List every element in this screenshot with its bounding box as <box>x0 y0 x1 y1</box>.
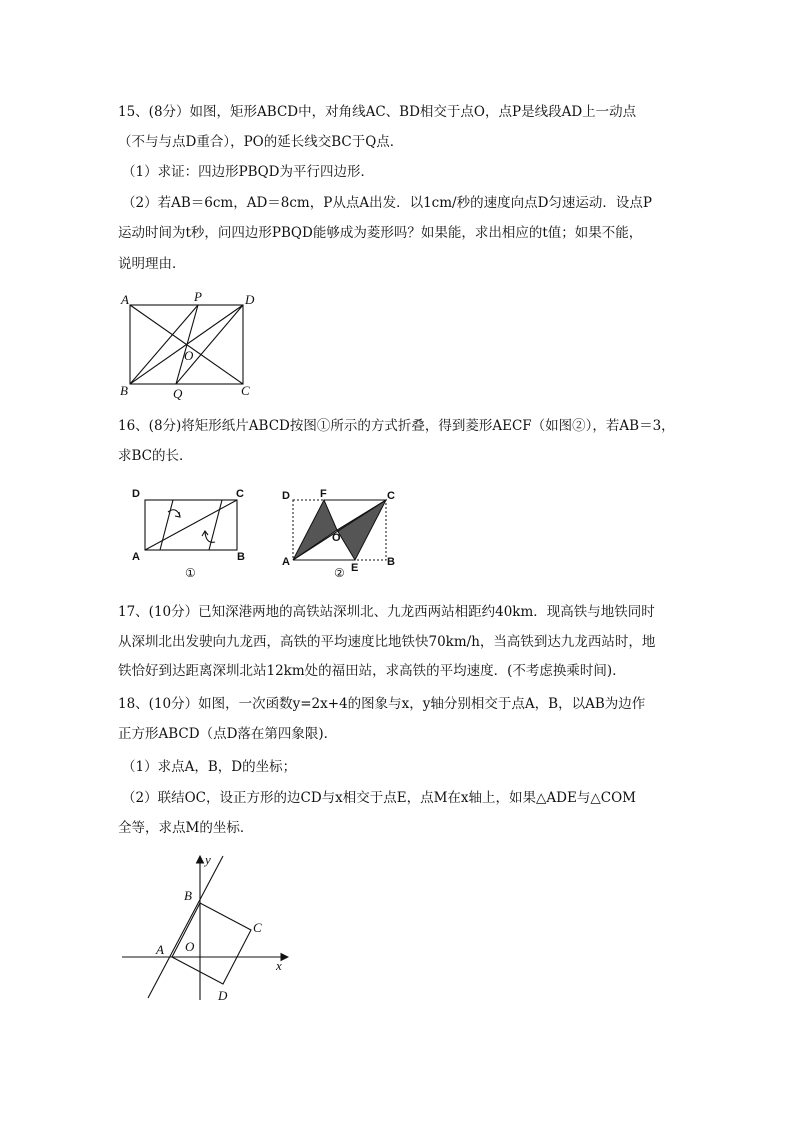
q18-line-4: （2）联结OC，设正方形的边CD与x相交于点E，点M在x轴上，如果△ADE与△COM <box>122 790 636 806</box>
q15-figure-rectangle <box>118 290 268 402</box>
label-c: C <box>253 920 262 935</box>
label-d: D <box>282 490 290 502</box>
label-a: A <box>132 551 140 563</box>
fold-line-left <box>160 500 173 550</box>
q17-line-3: 铁恰好到达距离深圳北站12km处的福田站，求高铁的平均速度．(不考虑换乘时间)． <box>118 663 626 679</box>
label-q: Q <box>173 386 183 401</box>
label-c: C <box>236 488 244 500</box>
diagonal-ac <box>293 500 386 560</box>
q15-line-6: 说明理由． <box>118 256 186 272</box>
q18-line-1: 18、(10分）如图，一次函数y=2x+4的图象与x，y轴分别相交于点A，B，以AB为边作 <box>118 696 646 712</box>
label-d: D <box>245 292 255 307</box>
line-y-2x-4 <box>148 856 223 998</box>
segment-bp <box>130 305 198 384</box>
label-a: A <box>282 556 290 568</box>
label-y: y <box>205 852 211 867</box>
label-b: B <box>120 383 128 398</box>
square-abcd <box>172 903 251 984</box>
q15-line-4: （2）若AB＝6cm，AD＝8cm，P从点A出发．以1cm/秒的速度向点D匀速运动．设点P <box>122 195 652 211</box>
label-b: B <box>237 551 245 563</box>
label-x: x <box>276 958 282 973</box>
q15-line-1: 15、(8分）如图，矩形ABCD中，对角线AC、BD相交于点O，点P是线段AD上一动点 <box>118 104 637 120</box>
figure-caption-1: ① <box>185 566 196 580</box>
segment-pq <box>176 305 198 384</box>
label-d: D <box>132 488 140 500</box>
label-c: C <box>241 383 250 398</box>
q15-line-5: 运动时间为t秒，问四边形PBQD能够成为菱形吗？如果能，求出相应的t值；如果不能， <box>118 225 643 241</box>
label-e: E <box>351 562 359 574</box>
label-o: O <box>332 532 341 544</box>
label-a: A <box>156 942 164 957</box>
q15-line-3: （1）求证：四边形PBQD为平行四边形． <box>122 164 374 180</box>
q16-figure-1 <box>130 486 260 580</box>
q18-line-3: （1）求点A，B，D的坐标； <box>122 759 297 775</box>
diagonal-ac <box>145 500 237 550</box>
q17-line-1: 17、(10分）已知深港两地的高铁站深圳北、九龙西两站相距约40km．现高铁与地铁同时 <box>118 604 655 620</box>
q17-line-2: 从深圳北出发驶向九龙西，高铁的平均速度比地铁快70km/h，当高铁到达九龙西站时，地 <box>118 634 656 650</box>
q18-line-5: 全等，求点M的坐标． <box>118 820 254 836</box>
label-p: P <box>194 289 202 304</box>
label-f: F <box>320 488 327 500</box>
q18-figure-coordinate <box>118 850 298 1010</box>
label-o: O <box>184 348 194 363</box>
shaded-triangle-right <box>337 500 386 560</box>
figure-caption-2: ② <box>334 566 345 580</box>
label-o: O <box>185 939 195 954</box>
label-b: B <box>387 556 395 568</box>
label-b: B <box>184 888 192 903</box>
q16-line-1: 16、(8分)将矩形纸片ABCD按图①所示的方式折叠，得到菱形AECF（如图②），若AB＝3， <box>118 418 675 434</box>
q18-line-2: 正方形ABCD（点D落在第四象限)． <box>118 726 338 742</box>
q16-figure-2 <box>280 486 410 580</box>
label-a: A <box>121 292 129 307</box>
label-d: D <box>218 988 228 1003</box>
q15-line-2: （不与与点D重合），PO的延长线交BC于Q点． <box>118 134 404 150</box>
label-c: C <box>387 490 395 502</box>
shaded-triangle-left <box>293 500 337 560</box>
q16-line-2: 求BC的长． <box>118 448 193 464</box>
